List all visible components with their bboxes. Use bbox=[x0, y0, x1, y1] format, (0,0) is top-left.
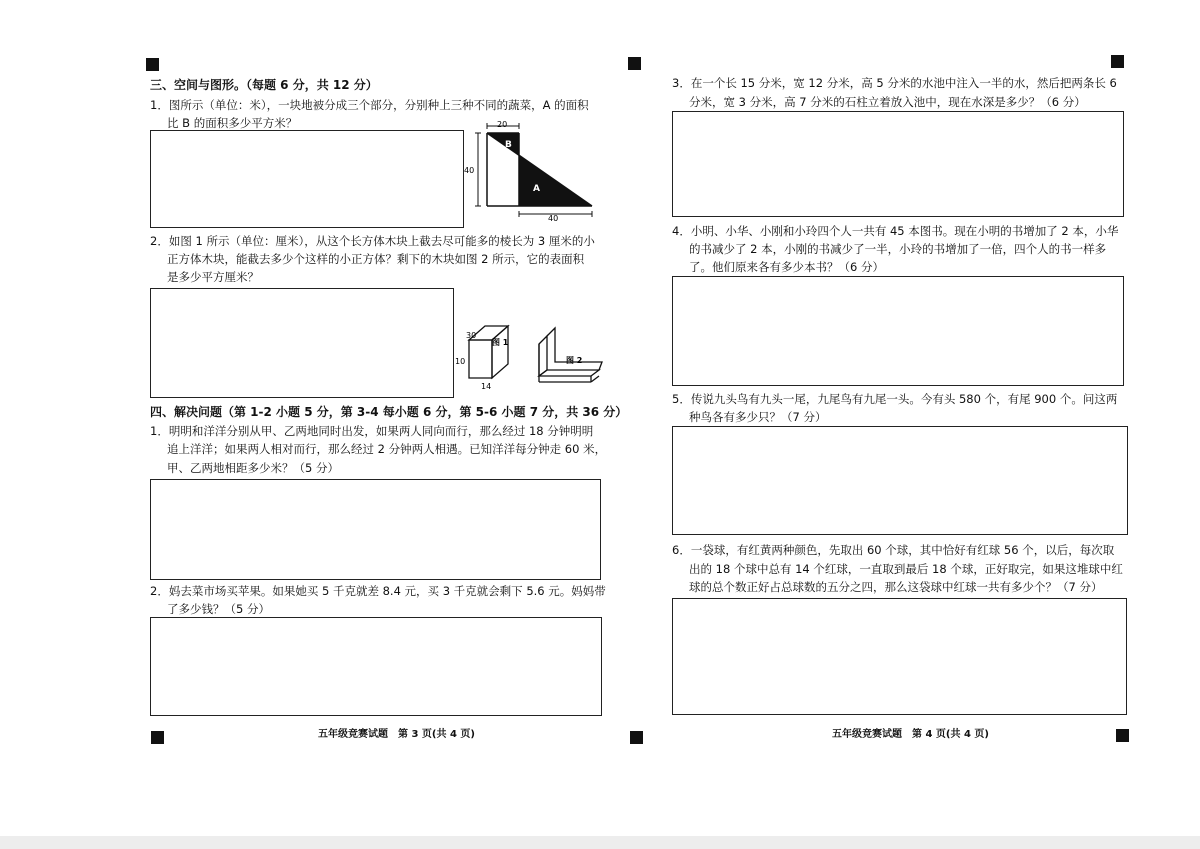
q5-answer-box[interactable] bbox=[672, 426, 1128, 535]
label-a: A bbox=[533, 184, 540, 194]
section4-heading: 四、解决问题（第 1-2 小题 5 分，第 3-4 每小题 6 分，第 5-6 小题 7 分，共 36 分） bbox=[150, 405, 628, 419]
registration-mark-bottom-left bbox=[151, 731, 164, 744]
left-page-footer: 五年级竞赛试题 第 3 页(共 4 页) bbox=[318, 729, 475, 740]
s4-q2-answer-box[interactable] bbox=[150, 617, 602, 716]
q2-text-line3: 是多少平方厘米？ bbox=[167, 270, 259, 284]
s4-q2-line2: 了多少钱？（5 分） bbox=[167, 602, 270, 616]
fig1-label: 图 1 bbox=[492, 338, 509, 347]
q2-figures bbox=[452, 318, 608, 394]
q6-line2: 出的 18 个球中总有 14 个红球，一直取到最后 18 个球，正好取完，如果这堆球中红 bbox=[689, 562, 1123, 576]
q4-answer-box[interactable] bbox=[672, 276, 1124, 386]
right-page-footer: 五年级竞赛试题 第 4 页(共 4 页) bbox=[832, 729, 989, 740]
dim-top: 20 bbox=[497, 120, 508, 129]
q2-text-line1: 2．如图 1 所示（单位：厘米），从这个长方体木块上截去尽可能多的棱长为 3 厘米的小 bbox=[150, 234, 595, 248]
q4-line1: 4．小明、小华、小刚和小玲四个人一共有 45 本图书。现在小明的书增加了 2 本，小华 bbox=[672, 224, 1119, 238]
registration-mark-top-center bbox=[628, 57, 641, 70]
s4-q1-line1: 1．明明和洋洋分别从甲、乙两地同时出发，如果两人同向而行，那么经过 18 分钟明明 bbox=[150, 424, 594, 438]
s4-q2-line1: 2．妈去菜市场买苹果。如果她买 5 千克就差 8.4 元，买 3 千克就会剩下 5.6 元。妈妈带 bbox=[150, 584, 606, 598]
q6-answer-box[interactable] bbox=[672, 598, 1127, 715]
l-shape-fig2 bbox=[539, 328, 602, 382]
q1-figure bbox=[462, 118, 600, 222]
q1-answer-box[interactable] bbox=[150, 130, 464, 228]
dim-left: 40 bbox=[464, 166, 475, 175]
scan-bottom-strip bbox=[0, 836, 1200, 849]
registration-mark-bottom-right bbox=[1116, 729, 1129, 742]
s4-q1-line3: 甲、乙两地相距多少米？（5 分） bbox=[167, 461, 339, 475]
registration-mark-top-right bbox=[1111, 55, 1124, 68]
registration-mark-bottom-center bbox=[630, 731, 643, 744]
q6-line1: 6．一袋球，有红黄两种颜色，先取出 60 个球，其中恰好有红球 56 个，以后，每次取 bbox=[672, 543, 1115, 557]
fig2-label: 图 2 bbox=[566, 356, 583, 365]
q3-line2: 分米，宽 3 分米，高 7 分米的石柱立着放入池中，现在水深是多少？（6 分） bbox=[689, 95, 1086, 109]
q5-line1: 5．传说九头鸟有九头一尾，九尾鸟有九尾一头。今有头 580 个，有尾 900 个。问这两 bbox=[672, 392, 1118, 406]
q2-text-line2: 正方体木块，能截去多少个这样的小正方体？剩下的木块如图 2 所示，它的表面积 bbox=[167, 252, 585, 266]
s4-q1-line2: 追上洋洋；如果两人相对而行，那么经过 2 分钟两人相遇。已知洋洋每分钟走 60 米， bbox=[167, 442, 607, 456]
q2-answer-box[interactable] bbox=[150, 288, 454, 398]
registration-mark-top-left bbox=[146, 58, 159, 71]
dim-30: 30 bbox=[466, 331, 477, 340]
q5-line2: 种鸟各有多少只？（7 分） bbox=[689, 410, 827, 424]
q1-text-line1: 1．图所示（单位：米），一块地被分成三个部分，分别种上三种不同的蔬菜，A 的面积 bbox=[150, 98, 589, 112]
q1-figure-shapes bbox=[475, 123, 592, 217]
section3-heading: 三、空间与图形。（每题 6 分，共 12 分） bbox=[150, 78, 378, 92]
q6-line3: 球的总个数正好占总球数的五分之四，那么这袋球中红球一共有多少个？（7 分） bbox=[689, 580, 1103, 594]
q4-line3: 了。他们原来各有多少本书？（6 分） bbox=[689, 260, 884, 274]
label-b: B bbox=[505, 140, 512, 150]
s4-q1-answer-box[interactable] bbox=[150, 479, 601, 580]
q3-line1: 3．在一个长 15 分米，宽 12 分米，高 5 分米的水池中注入一半的水，然后把两条长 6 bbox=[672, 76, 1117, 90]
dim-14: 14 bbox=[481, 382, 492, 391]
q3-answer-box[interactable] bbox=[672, 111, 1124, 217]
q4-line2: 的书减少了 2 本，小刚的书减少了一半，小玲的书增加了一倍，四个人的书一样多 bbox=[689, 242, 1107, 256]
dim-10: 10 bbox=[455, 357, 466, 366]
q1-text-line2: 比 B 的面积多少平方米？ bbox=[167, 116, 298, 130]
dim-bottom: 40 bbox=[548, 214, 559, 222]
